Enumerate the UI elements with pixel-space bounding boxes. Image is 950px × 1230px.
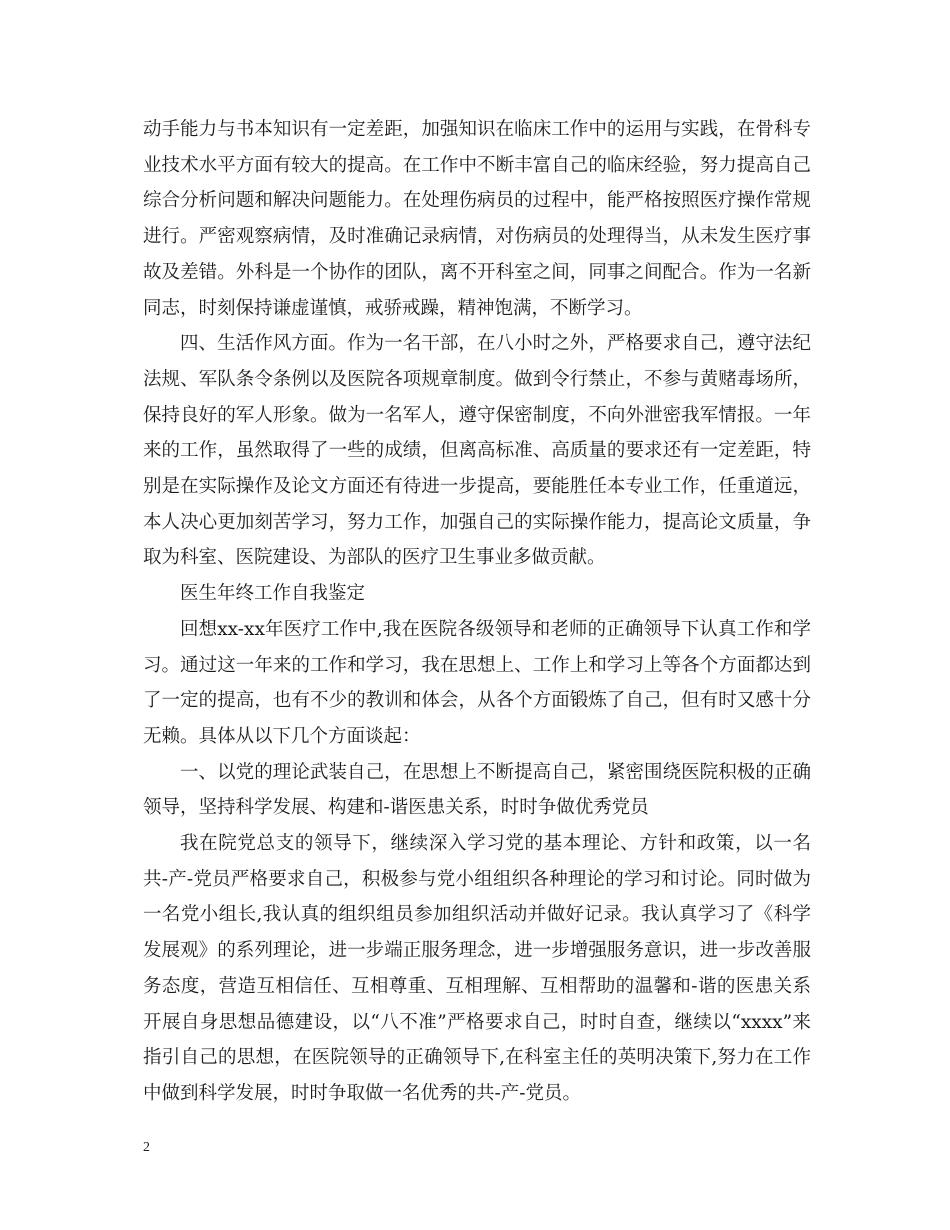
paragraph-1: 动手能力与书本知识有一定差距，加强知识在临床工作中的运用与实践，在骨科专业技术水平方面有较大的提高。在工作中不断丰富自己的临床经验，努力提高自己综合分析问题和解决问题能力。在处理伤病员的过程中，能严格按照医疗操作常规进行。严密观察病情，及时准确记录病情，对伤病员的处理得当，从未发生医疗事故及差错。外科是一个协作的团队，离不开科室之间，同事之间配合。作为一名新同志，时刻保持谦虚谨慎，戒骄戒躁，精神饱满，不断学习。 [143, 119, 811, 319]
paragraph-2: 四、生活作风方面。作为一名干部，在八小时之外，严格要求自己，遵守法纪法规、军队条令条例以及医院各项规章制度。做到令行禁止，不参与黄赌毒场所，保持良好的军人形象。做为一名军人，遵守保密制度，不向外泄密我军情报。一年来的工作，虽然取得了一些的成绩，但离高标准、高质量的要求还有一定差距，特别是在实际操作及论文方面还有待进一步提高，要能胜任本专业工作，任重道远，本人决心更加刻苦学习，努力工作，加强自己的实际操作能力，提高论文质量，争取为科室、医院建设、为部队的医疗卫生事业多做贡献。 [143, 333, 811, 569]
page-number: 2 [143, 1140, 150, 1155]
document-body [143, 112, 811, 1112]
paragraph-4: 一、以党的理论武装自己，在思想上不断提高自己，紧密围绕医院积极的正确领导，坚持科学发展、构建和-谐医患关系，时时争做优秀党员 [143, 761, 811, 819]
section-heading: 医生年终工作自我鉴定 [180, 583, 366, 605]
paragraph-5: 我在院党总支的领导下，继续深入学习党的基本理论、方针和政策，以一名共-产-党员严格要求自己，积极参与党小组组织各种理论的学习和讨论。同时做为一名党小组长,我认真的组织组员参加组织活动并做好记录。我认真学习了《科学发展观》的系列理论，进一步端正服务理念，进一步增强服务意识，进一步改善服务态度，营造互相信任、互相尊重、互相理解、互相帮助的温馨和-谐的医患关系开展自身思想品德建设，以“八不准”严格要求自己，时时自查，继续以“xxxx”来指引自己的思想，在医院领导的正确领导下,在科室主任的英明决策下,努力在工作中做到科学发展，时时争取做一名优秀的共-产-党员。 [143, 833, 811, 1104]
paragraph-3: 回想xx-xx年医疗工作中,我在医院各级领导和老师的正确领导下认真工作和学习。通过这一年来的工作和学习，我在思想上、工作上和学习上等各个方面都达到了一定的提高，也有不少的教训和体会，从各个方面锻炼了自己，但有时又感十分无赖。具体从以下几个方面谈起： [143, 618, 811, 747]
